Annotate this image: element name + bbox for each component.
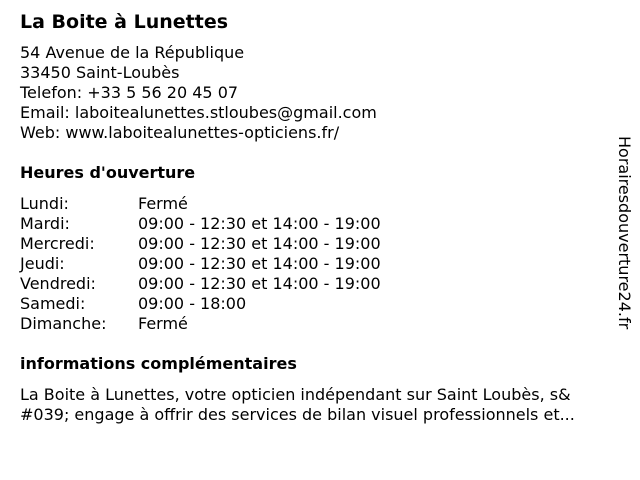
email-label: Email:: [20, 103, 70, 122]
day-hours: 09:00 - 12:30 et 14:00 - 19:00: [138, 234, 381, 253]
address-city: 33450 Saint-Loubès: [20, 63, 180, 82]
email-address[interactable]: laboitealunettes.stloubes@gmail.com: [74, 103, 377, 122]
day-label: Dimanche:: [20, 314, 107, 333]
email-line: [20, 103, 610, 123]
additional-info-text: [20, 385, 628, 425]
day-hours: Fermé: [138, 194, 188, 213]
day-hours: Fermé: [138, 314, 188, 333]
day-label: Mardi:: [20, 214, 70, 233]
hours-row-tuesday: [20, 214, 610, 234]
website-link[interactable]: www.laboitealunettes-opticiens.fr/: [65, 123, 340, 142]
business-name: La Boite à Lunettes: [20, 11, 229, 33]
hours-row-sunday: [20, 314, 610, 334]
additional-info-heading: informations complémentaires: [20, 354, 297, 373]
hours-row-wednesday: [20, 234, 610, 254]
phone-line: [20, 83, 610, 103]
hours-row-friday: [20, 274, 610, 294]
hours-row-thursday: [20, 254, 610, 274]
site-watermark: Horairesdouverture24.fr: [615, 136, 634, 330]
hours-row-monday: [20, 194, 610, 214]
day-hours: 09:00 - 12:30 et 14:00 - 19:00: [138, 214, 381, 233]
opening-hours-table: [20, 194, 610, 334]
additional-info-line: #039; engage à offrir des services de bilan visuel professionnels et...: [20, 405, 575, 424]
opening-hours-heading: Heures d'ouverture: [20, 163, 196, 182]
day-label: Jeudi:: [20, 254, 65, 273]
hours-row-saturday: [20, 294, 610, 314]
day-hours: 09:00 - 12:30 et 14:00 - 19:00: [138, 274, 381, 293]
address-street: 54 Avenue de la République: [20, 43, 245, 62]
day-label: Samedi:: [20, 294, 86, 313]
day-label: Mercredi:: [20, 234, 95, 253]
web-line: [20, 123, 610, 143]
phone-number[interactable]: +33 5 56 20 45 07: [87, 83, 239, 102]
business-card: [20, 10, 610, 425]
phone-label: Telefon:: [20, 83, 83, 102]
day-hours: 09:00 - 18:00: [138, 294, 247, 313]
day-hours: 09:00 - 12:30 et 14:00 - 19:00: [138, 254, 381, 273]
additional-info-line: La Boite à Lunettes, votre opticien indépendant sur Saint Loubès, s&: [20, 385, 571, 404]
day-label: Vendredi:: [20, 274, 96, 293]
web-label: Web:: [20, 123, 61, 142]
day-label: Lundi:: [20, 194, 69, 213]
